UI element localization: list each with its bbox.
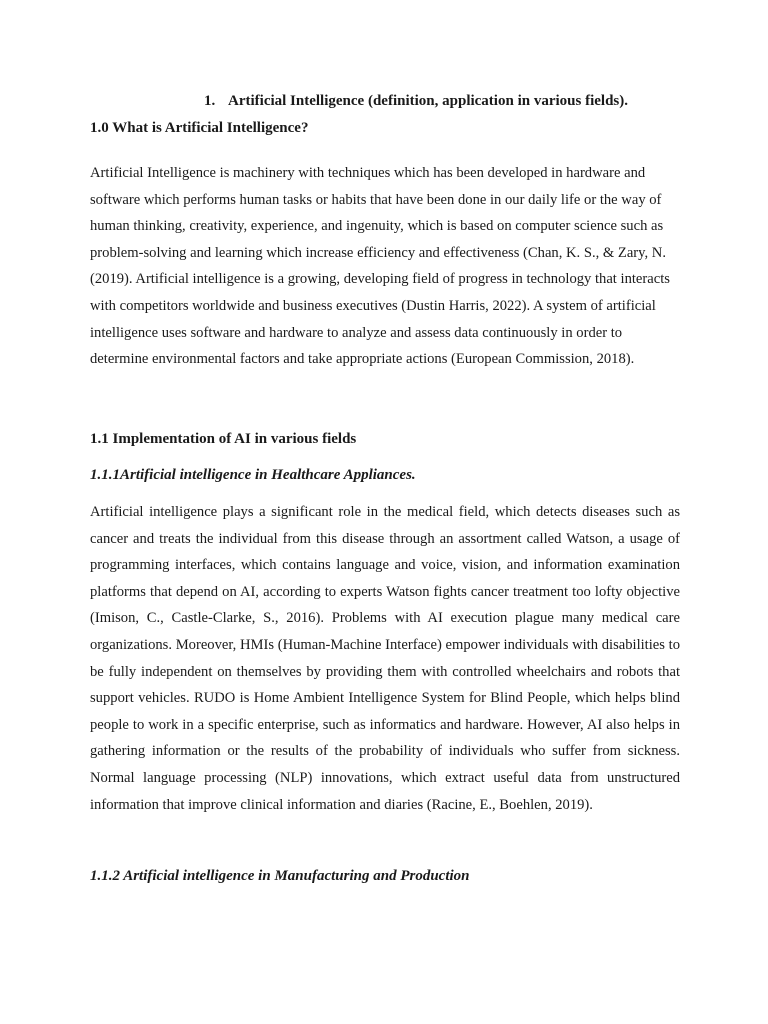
title-number: 1.: [204, 93, 216, 109]
section-1-1-2-heading: 1.1.2 Artificial intelligence in Manufacturing and Production: [90, 868, 470, 884]
section-1-1-1-heading: 1.1.1Artificial intelligence in Healthcare Appliances.: [90, 467, 416, 483]
section-1-0-paragraph: Artificial Intelligence is machinery with techniques which has been developed in hardware and software which performs human tasks or habits that have been done in our daily life or the way of human thinking, creativity, experience, and ingenuity, which is based on computer science such as problem-solving and learning which increase efficiency and effectiveness (Chan, K. S., & Zary, N. (2019). Artificial intelligence is a growing, developing field of progress in technology that interacts with competitors worldwide and business executives (Dustin Harris, 2022). A system of artificial intelligence uses software and hardware to analyze and assess data continuously in order to determine environmental factors and take appropriate actions (European Commission, 2018).: [90, 165, 670, 368]
section-1-0-heading: 1.0 What is Artificial Intelligence?: [90, 120, 309, 136]
section-1-1-heading: 1.1 Implementation of AI in various fields: [90, 431, 357, 447]
section-1-1-1-paragraph: Artificial intelligence plays a significant role in the medical field, which detects diseases such as cancer and treats the individual from this disease through an assortment called Watson, a usage of programming interfaces, which contains language and voice, vision, and information examination platforms that depend on AI, according to experts Watson fights cancer treatment too lofty objective (Imison, C., Castle-Clarke, S., 2016). Problems with AI execution plague many medical care organizations. Moreover, HMIs (Human-Machine Interface) empower individuals with disabilities to be fully independent on themselves by providing them with controlled wheelchairs and robots that support vehicles. RUDO is Home Ambient Intelligence System for Blind People, which helps blind people to work in a specific enterprise, such as informatics and hardware. However, AI also helps in gathering information or the results of the probability of individuals who suffer from sickness. Normal language processing (NLP) innovations, which extract useful data from unstructured information that improve clinical information and diaries (Racine, E., Boehlen, 2019).: [90, 504, 680, 813]
title-text: Artificial Intelligence (definition, application in various fields).: [228, 93, 628, 109]
document-title: [204, 93, 628, 110]
